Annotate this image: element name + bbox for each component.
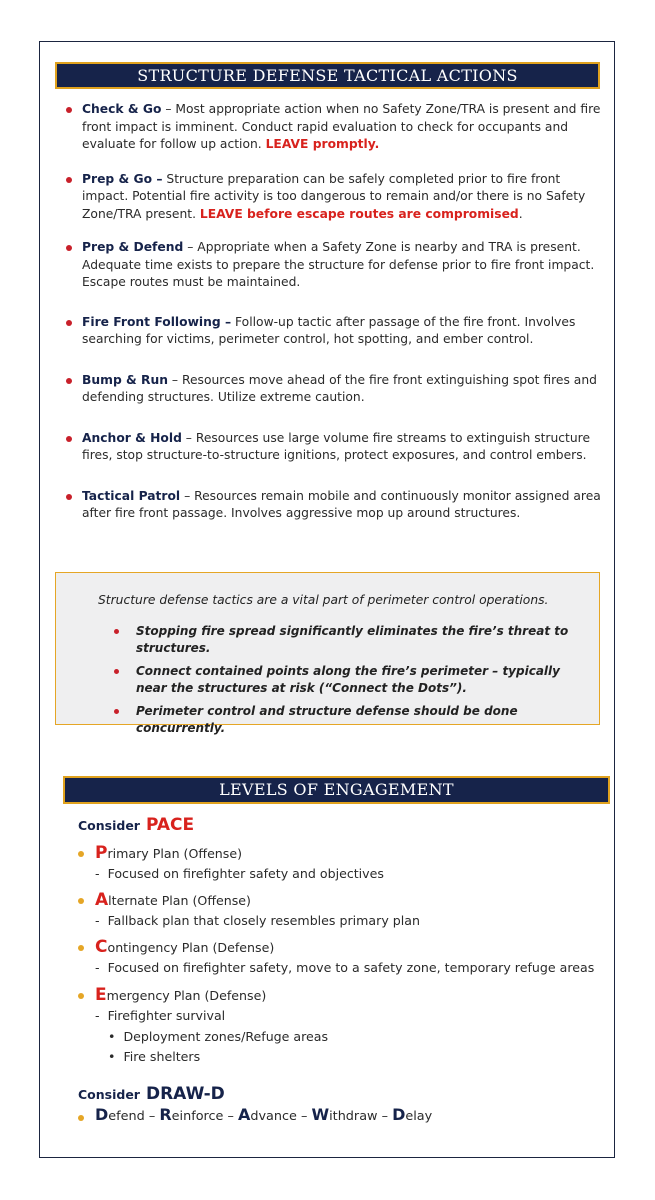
bullet-icon <box>78 993 84 999</box>
callout-item <box>114 703 574 737</box>
bullet-icon <box>78 945 84 951</box>
bullet-icon <box>66 107 72 113</box>
drawd-word: dvance <box>250 1109 297 1124</box>
tactic-text: – Resources move ahead of the fire front extinguishing spot fires and defending structures. Utilize extreme caution. <box>82 372 597 404</box>
plan-title <box>95 937 274 958</box>
tactic-prep-and-go <box>64 171 604 224</box>
consider-label: Consider <box>78 818 140 833</box>
plan-initial: P <box>95 843 108 863</box>
drawd-separator: – <box>296 1109 312 1124</box>
plan-detail-text: Fallback plan that closely resembles primary plan <box>107 913 420 928</box>
tactic-text: Follow-up tactic after passage of the fire front. Involves searching for victims, perimeter control, hot spotting, and ember control. <box>82 314 576 346</box>
plan-detail: - Focused on firefighter safety and objectives <box>95 866 384 881</box>
callout-list <box>114 623 574 743</box>
tactical-actions-banner: STRUCTURE DEFENSE TACTICAL ACTIONS <box>55 62 600 89</box>
consider-label: Consider <box>78 1087 140 1102</box>
bullet-icon <box>78 851 84 857</box>
plan-title <box>95 890 251 911</box>
tactic-anchor-and-hold <box>64 430 604 465</box>
plan-subdetail: • Fire shelters <box>108 1049 201 1064</box>
drawd-word: ithdraw <box>329 1109 378 1124</box>
drawd-word: efend <box>108 1109 145 1124</box>
tactic-warning: LEAVE before escape routes are compromised <box>199 206 519 221</box>
tactic-tail: . <box>518 206 523 221</box>
bullet-icon <box>78 898 84 904</box>
drawd-word: elay <box>405 1109 433 1124</box>
tactic-text: – Resources remain mobile and continuously monitor assigned area after fire front passage. Involves aggressive mop up around structures. <box>82 488 601 520</box>
tactic-bump-and-run <box>64 372 604 407</box>
tactic-name: Tactical Patrol <box>82 488 181 503</box>
plan-name: ontingency Plan (Defense) <box>107 940 275 955</box>
drawd-word: einforce <box>171 1109 224 1124</box>
plan-title <box>95 985 266 1006</box>
callout-lead: Structure defense tactics are a vital part of perimeter control operations. <box>98 593 549 607</box>
plan-detail-text: Focused on firefighter safety, move to a safety zone, temporary refuge areas <box>107 960 595 975</box>
plan-detail: - Fallback plan that closely resembles primary plan <box>95 913 420 928</box>
tactic-name: Bump & Run <box>82 372 169 387</box>
consider-pace-heading <box>78 815 194 835</box>
bullet-icon <box>66 378 72 384</box>
plan-subdetail-text: Deployment zones/Refuge areas <box>123 1029 329 1044</box>
tactic-tactical-patrol <box>64 488 604 523</box>
drawd-initial: D <box>392 1105 406 1124</box>
callout-item <box>114 663 574 697</box>
bullet-icon <box>114 669 119 674</box>
tactic-text: – Appropriate when a Safety Zone is nearby and TRA is present. Adequate time exists to prepare the structure for defense prior to fire front impact. Escape routes must be maintained. <box>82 240 595 289</box>
callout-text: Stopping fire spread significantly eliminates the fire’s threat to structures. <box>136 624 569 655</box>
callout-text: Connect contained points along the fire’s perimeter – typically near the structures at risk (“Connect the Dots”). <box>136 664 560 695</box>
tactics-list <box>64 101 604 523</box>
tactic-text: – Most appropriate action when no Safety Zone/TRA is present and fire front impact is imminent. Conduct rapid evaluation to check for occupants and evaluate for follow up action. <box>82 102 601 151</box>
bullet-icon <box>114 629 119 634</box>
plan-initial: A <box>95 890 109 910</box>
drawd-separator: – <box>377 1109 393 1124</box>
bullet-icon <box>66 320 72 326</box>
bullet-icon <box>66 494 72 500</box>
bullet-icon <box>114 709 119 714</box>
plan-name: lternate Plan (Offense) <box>108 893 251 908</box>
consider-drawd-heading <box>78 1084 225 1104</box>
pace-acronym: PACE <box>145 815 195 835</box>
tactic-name: Prep & Defend <box>82 240 184 254</box>
drawd-initial: R <box>159 1105 172 1124</box>
callout-item <box>114 623 574 657</box>
plan-title <box>95 843 242 864</box>
tactic-name: Prep & Go – <box>82 171 163 186</box>
engagement-levels-banner: LEVELS OF ENGAGEMENT <box>63 776 610 804</box>
bullet-icon <box>66 436 72 442</box>
tactic-name: Fire Front Following – <box>82 314 232 329</box>
tactic-text: Structure preparation can be safely completed prior to fire front impact. Potential fire activity is too dangerous to remain and/or there is no Safety Zone/TRA present. <box>82 171 586 221</box>
drawd-initial: W <box>311 1105 330 1124</box>
bullet-icon <box>66 177 72 183</box>
bullet-icon <box>78 1115 84 1121</box>
tactic-warning: LEAVE promptly. <box>265 137 380 151</box>
plan-name: mergency Plan (Defense) <box>106 988 267 1003</box>
plan-initial: C <box>95 937 108 957</box>
drawd-initial: D <box>95 1105 109 1124</box>
tactic-fire-front-following <box>64 314 604 349</box>
drawd-acronym: DRAW-D <box>145 1084 225 1104</box>
plan-subdetail: • Deployment zones/Refuge areas <box>108 1029 329 1044</box>
plan-detail: - Focused on firefighter safety, move to a safety zone, temporary refuge areas <box>95 960 595 975</box>
callout-text: Perimeter control and structure defense should be done concurrently. <box>136 704 518 735</box>
drawd-line <box>95 1105 432 1124</box>
drawd-separator: – <box>144 1109 160 1124</box>
tactic-prep-and-defend <box>64 239 604 292</box>
perimeter-control-callout <box>55 572 600 735</box>
tactic-check-and-go <box>64 101 604 154</box>
plan-detail-text: Focused on firefighter safety and objectives <box>107 866 384 881</box>
drawd-separator: – <box>223 1109 238 1124</box>
plan-name: rimary Plan (Offense) <box>107 846 243 861</box>
tactic-name: Check & Go <box>82 102 162 116</box>
plan-subdetail-text: Fire shelters <box>123 1049 201 1064</box>
tactic-name: Anchor & Hold <box>82 430 182 445</box>
plan-detail-text: Firefighter survival <box>107 1008 226 1023</box>
bullet-icon <box>66 245 72 251</box>
plan-initial: E <box>95 985 107 1005</box>
tactic-text: – Resources use large volume fire streams to extinguish structure fires, stop structure-to-structure ignitions, protect exposures, and control embers. <box>82 430 591 462</box>
plan-detail: - Firefighter survival <box>95 1008 226 1023</box>
drawd-initial: A <box>237 1105 251 1124</box>
